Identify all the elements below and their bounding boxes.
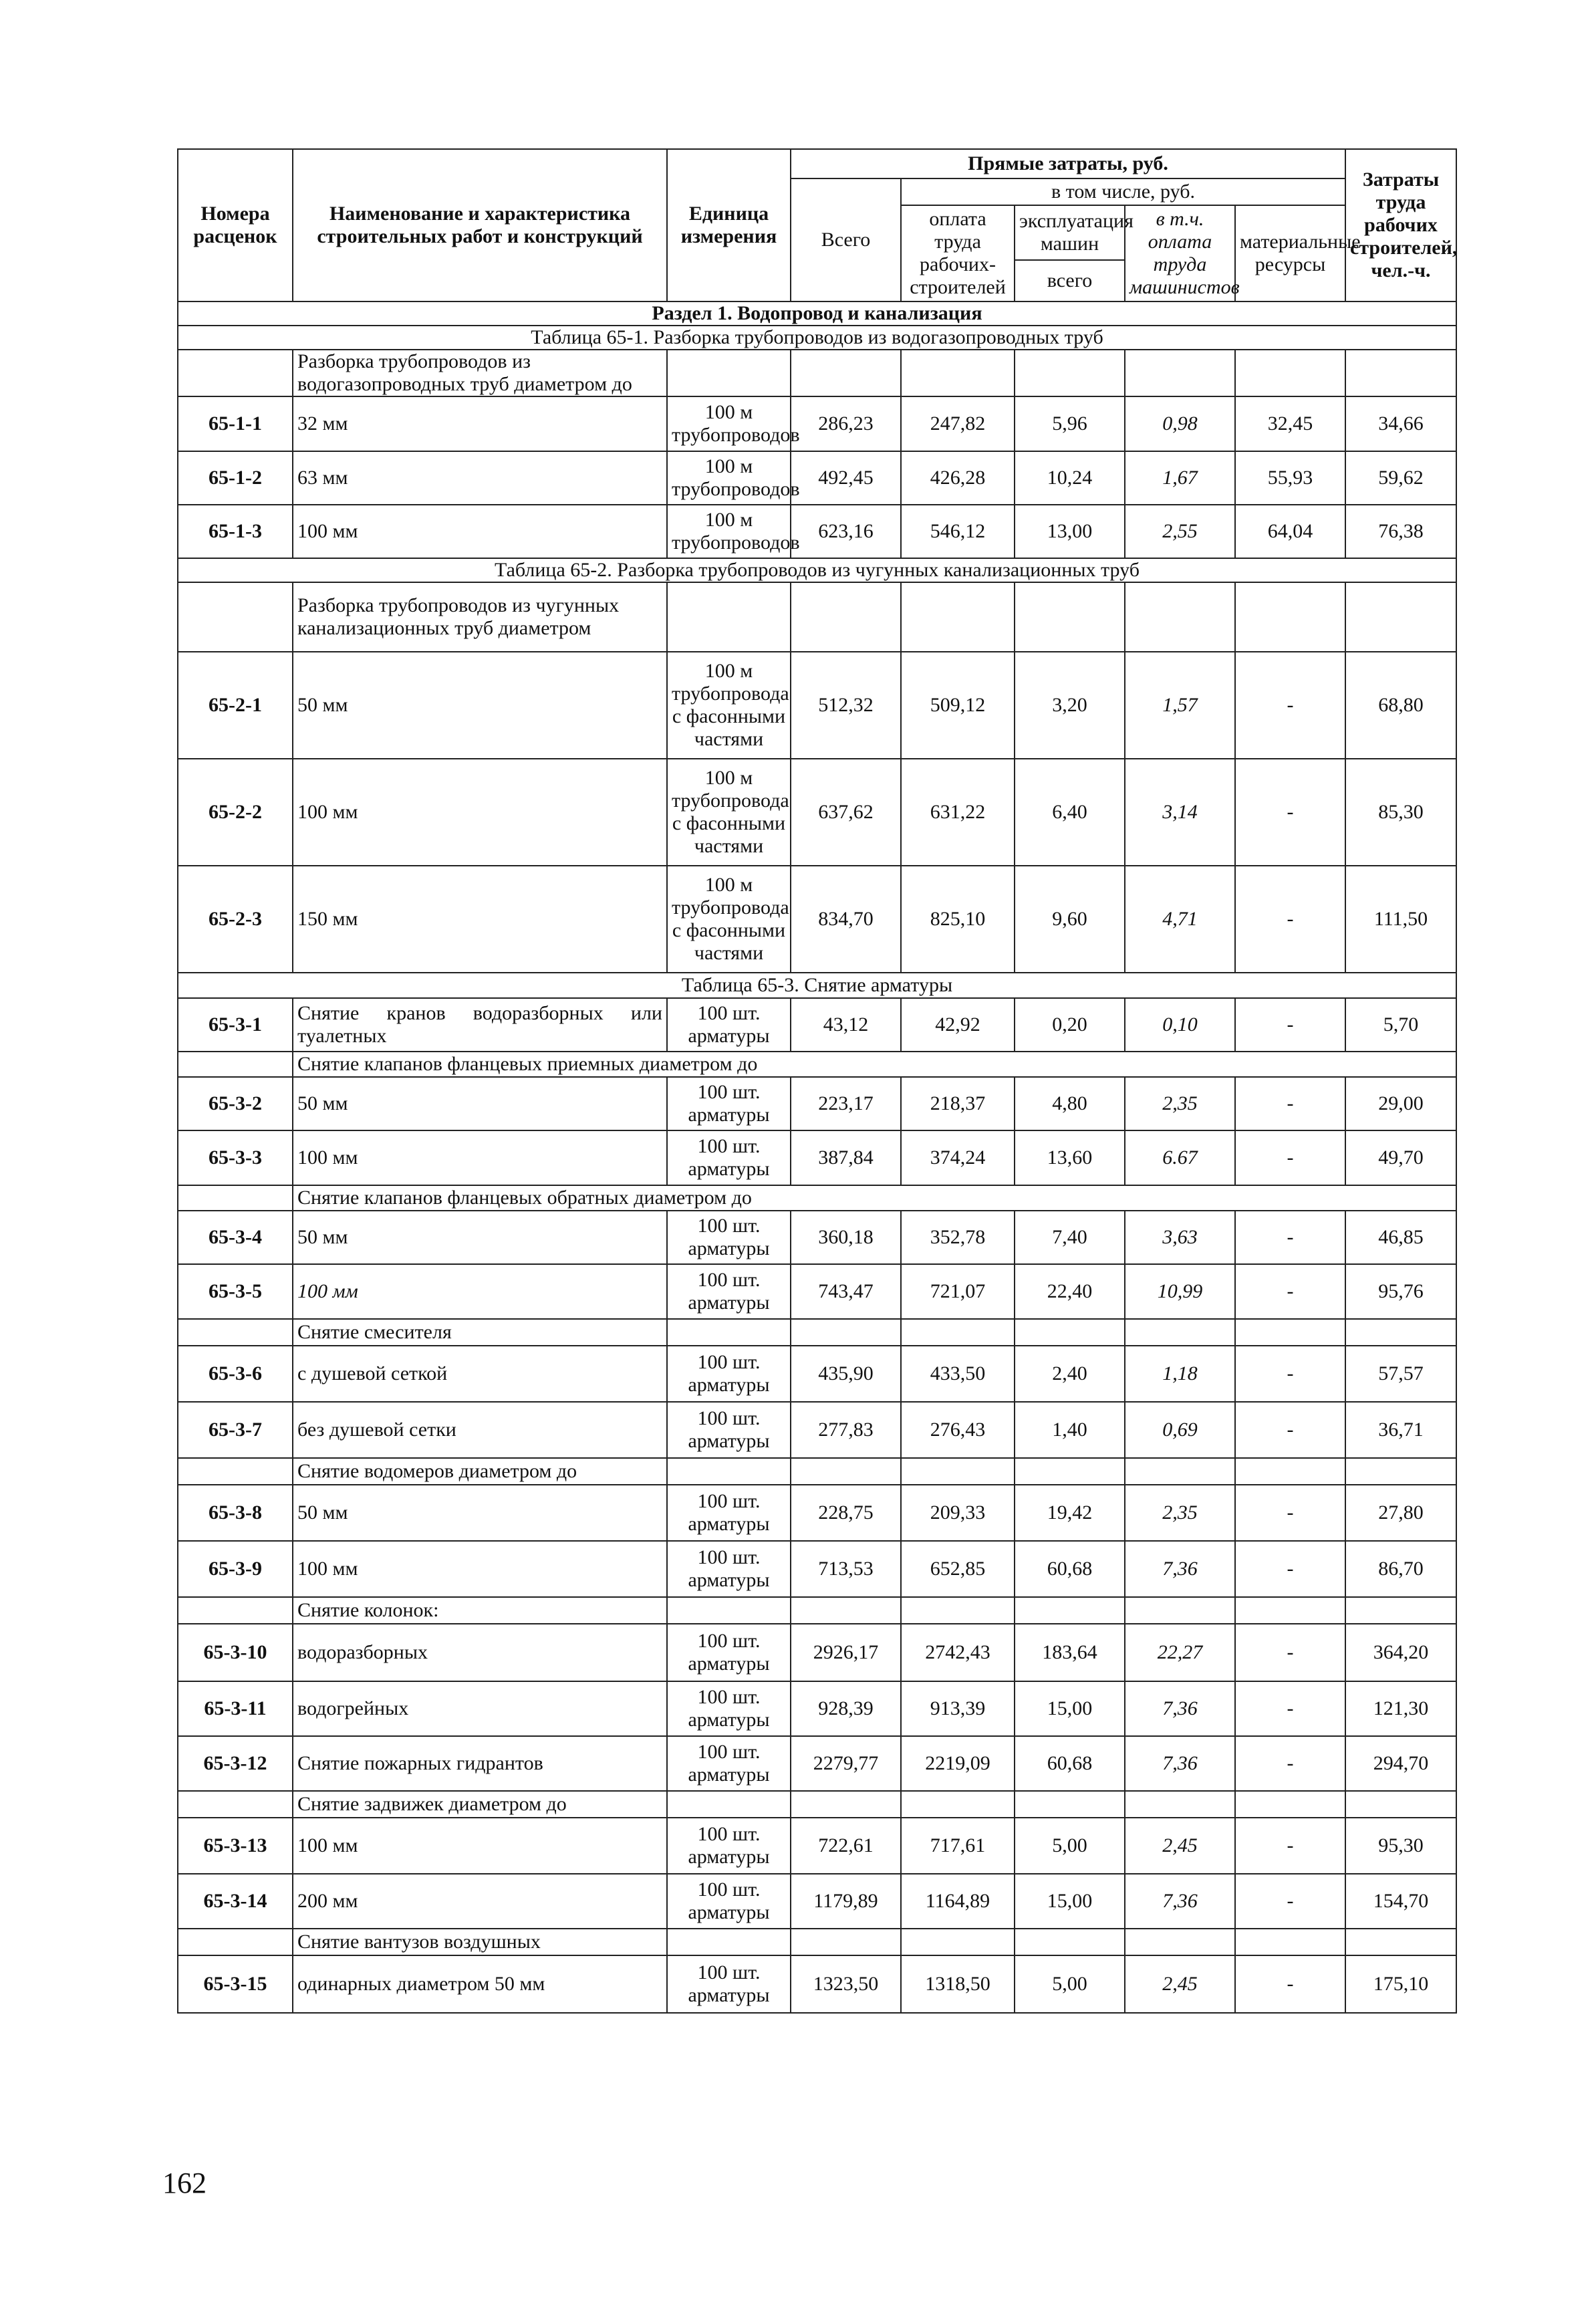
row-machines: 3,20 [1015,652,1125,759]
group-label: Снятие колонок: [293,1597,667,1624]
row-machines: 15,00 [1015,1681,1125,1736]
row-labor: 121,30 [1345,1681,1456,1736]
direct-costs-header: Прямые затраты, руб. [791,149,1345,178]
row-code: 65-3-6 [178,1346,293,1402]
table-row [178,652,1456,759]
col-total-header: Всего [791,178,901,301]
row-labor: 68,80 [1345,652,1456,759]
row-total: 228,75 [791,1485,901,1541]
row-total: 623,16 [791,505,901,558]
row-unit: 100 шт. арматуры [667,998,791,1052]
row-operator: 2,35 [1125,1077,1235,1130]
row-operator: 3,14 [1125,759,1235,866]
group-label: Снятие клапанов фланцевых обратных диаметром до [293,1185,1456,1211]
row-operator: 0,69 [1125,1402,1235,1458]
row-total: 492,45 [791,451,901,505]
group-row [178,1458,1456,1485]
row-machines: 1,40 [1015,1402,1125,1458]
row-code: 65-1-2 [178,451,293,505]
row-wages: 717,61 [901,1818,1015,1874]
row-wages: 652,85 [901,1541,1015,1597]
row-labor: 46,85 [1345,1211,1456,1264]
row-machines: 19,42 [1015,1485,1125,1541]
row-total: 928,39 [791,1681,901,1736]
col-unit-header: Единица измерения [667,149,791,301]
row-machines: 7,40 [1015,1211,1125,1264]
row-materials: - [1235,1346,1345,1402]
header-row-1 [178,149,1456,178]
row-materials: - [1235,1077,1345,1130]
table-row [178,1402,1456,1458]
row-code: 65-1-1 [178,396,293,451]
row-total: 43,12 [791,998,901,1052]
section-title: Раздел 1. Водопровод и канализация [178,301,1456,326]
group-row [178,1929,1456,1955]
row-unit: 100 шт. арматуры [667,1130,791,1185]
row-name: 100 мм [293,1541,667,1597]
row-operator: 2,35 [1125,1485,1235,1541]
row-operator: 2,45 [1125,1955,1235,2013]
row-machines: 5,96 [1015,396,1125,451]
row-code: 65-2-1 [178,652,293,759]
row-wages: 209,33 [901,1485,1015,1541]
row-code: 65-3-15 [178,1955,293,2013]
row-operator: 22,27 [1125,1624,1235,1681]
row-labor: 27,80 [1345,1485,1456,1541]
row-name: 200 мм [293,1874,667,1929]
row-labor: 57,57 [1345,1346,1456,1402]
row-materials: - [1235,866,1345,973]
row-materials: - [1235,1264,1345,1319]
group-row [178,1597,1456,1624]
row-labor: 49,70 [1345,1130,1456,1185]
row-labor: 175,10 [1345,1955,1456,2013]
row-wages: 276,43 [901,1402,1015,1458]
row-name: с душевой сеткой [293,1346,667,1402]
row-unit: 100 шт. арматуры [667,1346,791,1402]
row-unit: 100 м трубопроводов [667,505,791,558]
row-name: 63 мм [293,451,667,505]
row-total: 722,61 [791,1818,901,1874]
row-name: 150 мм [293,866,667,973]
row-wages: 1164,89 [901,1874,1015,1929]
row-machines: 10,24 [1015,451,1125,505]
price-table [177,148,1457,2014]
row-operator: 2,45 [1125,1818,1235,1874]
col-labor-header: Затраты труда рабочих строителей, чел.-ч. [1345,149,1456,301]
group-row [178,582,1456,652]
row-code: 65-3-13 [178,1818,293,1874]
row-materials: - [1235,1402,1345,1458]
row-labor: 111,50 [1345,866,1456,973]
row-unit: 100 м трубопровода с фасонными частями [667,652,791,759]
table-row [178,451,1456,505]
table-row [178,1541,1456,1597]
row-materials: - [1235,1624,1345,1681]
table-row [178,1874,1456,1929]
row-code: 65-1-3 [178,505,293,558]
row-code: 65-3-9 [178,1541,293,1597]
row-labor: 85,30 [1345,759,1456,866]
row-code: 65-3-2 [178,1077,293,1130]
row-wages: 374,24 [901,1130,1015,1185]
row-name: 50 мм [293,1077,667,1130]
group-label: Снятие вантузов воздушных [293,1929,667,1955]
row-unit: 100 шт. арматуры [667,1541,791,1597]
group-row [178,1052,1456,1077]
col-operator-wages-header: в т.ч. оплата труда машинистов [1125,205,1235,301]
row-total: 834,70 [791,866,901,973]
row-materials: - [1235,998,1345,1052]
table-65-1-title: Таблица 65-1. Разборка трубопроводов из водогазопроводных труб [178,326,1456,350]
row-total: 743,47 [791,1264,901,1319]
row-unit: 100 шт. арматуры [667,1818,791,1874]
row-code: 65-3-12 [178,1736,293,1791]
row-total: 2279,77 [791,1736,901,1791]
row-name: 100 мм [293,1130,667,1185]
row-operator: 1,67 [1125,451,1235,505]
row-machines: 22,40 [1015,1264,1125,1319]
row-unit: 100 шт. арматуры [667,1264,791,1319]
row-materials: 32,45 [1235,396,1345,451]
row-operator: 7,36 [1125,1736,1235,1791]
col-machines-header: эксплуатация машин [1015,205,1125,260]
row-code: 65-3-1 [178,998,293,1052]
row-name: 50 мм [293,1485,667,1541]
row-materials: - [1235,1681,1345,1736]
group-row [178,1185,1456,1211]
group-label: Снятие задвижек диаметром до [293,1791,667,1818]
row-wages: 426,28 [901,451,1015,505]
group-label: Разборка трубопроводов из чугунных канализационных труб диаметром [293,582,667,652]
row-machines: 6,40 [1015,759,1125,866]
row-operator: 1,18 [1125,1346,1235,1402]
row-machines: 5,00 [1015,1955,1125,2013]
row-operator: 7,36 [1125,1681,1235,1736]
table-title-row [178,973,1456,998]
row-materials: 64,04 [1235,505,1345,558]
row-code: 65-3-8 [178,1485,293,1541]
row-materials: - [1235,1211,1345,1264]
row-wages: 2742,43 [901,1624,1015,1681]
row-wages: 913,39 [901,1681,1015,1736]
row-name: Снятие пожарных гидрантов [293,1736,667,1791]
row-operator: 0,98 [1125,396,1235,451]
row-code: 65-3-4 [178,1211,293,1264]
row-total: 637,62 [791,759,901,866]
table-title-row [178,326,1456,350]
row-labor: 294,70 [1345,1736,1456,1791]
group-label: Снятие водомеров диаметром до [293,1458,667,1485]
row-code: 65-3-11 [178,1681,293,1736]
row-unit: 100 м трубопровода с фасонными частями [667,866,791,973]
table-row [178,1485,1456,1541]
group-row [178,1791,1456,1818]
row-code: 65-2-3 [178,866,293,973]
row-code: 65-3-7 [178,1402,293,1458]
row-wages: 825,10 [901,866,1015,973]
row-unit: 100 шт. арматуры [667,1624,791,1681]
row-name: 50 мм [293,1211,667,1264]
page-number: 162 [162,2167,207,2199]
row-machines: 0,20 [1015,998,1125,1052]
table-65-2-title: Таблица 65-2. Разборка трубопроводов из чугунных канализационных труб [178,558,1456,582]
row-materials: 55,93 [1235,451,1345,505]
row-operator: 3,63 [1125,1211,1235,1264]
row-name: 100 мм [293,505,667,558]
row-machines: 13,00 [1015,505,1125,558]
table-row [178,1736,1456,1791]
row-total: 1323,50 [791,1955,901,2013]
row-operator: 2,55 [1125,505,1235,558]
row-machines: 4,80 [1015,1077,1125,1130]
row-name: одинарных диаметром 50 мм [293,1955,667,2013]
row-machines: 183,64 [1015,1624,1125,1681]
row-materials: - [1235,1736,1345,1791]
row-name: 100 мм [293,759,667,866]
row-unit: 100 шт. арматуры [667,1485,791,1541]
row-total: 286,23 [791,396,901,451]
row-unit: 100 м трубопроводов [667,396,791,451]
row-total: 223,17 [791,1077,901,1130]
row-total: 713,53 [791,1541,901,1597]
row-name: Снятие кранов водоразборных или туалетных [293,998,667,1052]
row-unit: 100 шт. арматуры [667,1077,791,1130]
group-label: Разборка трубопроводов из водогазопроводных труб диаметром до [293,350,667,396]
row-total: 1179,89 [791,1874,901,1929]
table-row [178,998,1456,1052]
row-wages: 1318,50 [901,1955,1015,2013]
row-total: 2926,17 [791,1624,901,1681]
row-wages: 721,07 [901,1264,1015,1319]
row-machines: 2,40 [1015,1346,1125,1402]
table-65-3-title: Таблица 65-3. Снятие арматуры [178,973,1456,998]
col-machines-total-header: всего [1015,260,1125,301]
row-wages: 509,12 [901,652,1015,759]
col-codes-header: Номера расценок [178,149,293,301]
row-wages: 631,22 [901,759,1015,866]
col-materials-header: материальные ресурсы [1235,205,1345,301]
row-operator: 7,36 [1125,1541,1235,1597]
row-unit: 100 шт. арматуры [667,1211,791,1264]
row-code: 65-2-2 [178,759,293,866]
including-header: в том числе, руб. [901,178,1345,205]
row-code: 65-3-5 [178,1264,293,1319]
row-labor: 36,71 [1345,1402,1456,1458]
row-materials: - [1235,1541,1345,1597]
row-materials: - [1235,1874,1345,1929]
row-total: 435,90 [791,1346,901,1402]
table-row [178,1264,1456,1319]
table-title-row [178,558,1456,582]
table-row [178,396,1456,451]
row-materials: - [1235,1955,1345,2013]
group-label: Снятие смесителя [293,1319,667,1346]
row-machines: 13,60 [1015,1130,1125,1185]
row-materials: - [1235,1818,1345,1874]
row-machines: 9,60 [1015,866,1125,973]
row-labor: 34,66 [1345,396,1456,451]
group-row [178,1319,1456,1346]
row-total: 387,84 [791,1130,901,1185]
row-labor: 154,70 [1345,1874,1456,1929]
table-row [178,1130,1456,1185]
row-total: 512,32 [791,652,901,759]
row-code: 65-3-10 [178,1624,293,1681]
row-machines: 5,00 [1015,1818,1125,1874]
row-total: 277,83 [791,1402,901,1458]
row-name: 32 мм [293,396,667,451]
row-wages: 546,12 [901,505,1015,558]
row-operator: 6.67 [1125,1130,1235,1185]
row-name: без душевой сетки [293,1402,667,1458]
row-machines: 60,68 [1015,1541,1125,1597]
row-labor: 59,62 [1345,451,1456,505]
row-wages: 352,78 [901,1211,1015,1264]
row-wages: 218,37 [901,1077,1015,1130]
row-unit: 100 м трубопроводов [667,451,791,505]
group-label: Снятие клапанов фланцевых приемных диаметром до [293,1052,1456,1077]
row-wages: 433,50 [901,1346,1015,1402]
row-materials: - [1235,1485,1345,1541]
row-labor: 29,00 [1345,1077,1456,1130]
table-row [178,1681,1456,1736]
row-name: 50 мм [293,652,667,759]
row-operator: 4,71 [1125,866,1235,973]
row-unit: 100 шт. арматуры [667,1955,791,2013]
row-unit: 100 шт. арматуры [667,1681,791,1736]
row-unit: 100 м трубопровода с фасонными частями [667,759,791,866]
row-labor: 86,70 [1345,1541,1456,1597]
col-wages-header: оплата труда рабочих-строителей [901,205,1015,301]
row-name: 100 мм [293,1818,667,1874]
row-unit: 100 шт. арматуры [667,1402,791,1458]
table-row [178,1077,1456,1130]
table-row [178,1818,1456,1874]
row-wages: 2219,09 [901,1736,1015,1791]
row-unit: 100 шт. арматуры [667,1736,791,1791]
row-operator: 7,36 [1125,1874,1235,1929]
row-code: 65-3-14 [178,1874,293,1929]
table-row [178,1624,1456,1681]
row-name: 100 мм [293,1264,667,1319]
table-row [178,759,1456,866]
row-unit: 100 шт. арматуры [667,1874,791,1929]
row-wages: 247,82 [901,396,1015,451]
row-name: водогрейных [293,1681,667,1736]
table-row [178,1955,1456,2013]
row-labor: 95,30 [1345,1818,1456,1874]
row-labor: 95,76 [1345,1264,1456,1319]
row-machines: 60,68 [1015,1736,1125,1791]
row-machines: 15,00 [1015,1874,1125,1929]
row-labor: 5,70 [1345,998,1456,1052]
row-wages: 42,92 [901,998,1015,1052]
row-name: водоразборных [293,1624,667,1681]
row-labor: 364,20 [1345,1624,1456,1681]
group-row [178,350,1456,396]
col-name-header: Наименование и характеристика строительных работ и конструкций [293,149,667,301]
row-operator: 0,10 [1125,998,1235,1052]
row-materials: - [1235,759,1345,866]
row-operator: 10,99 [1125,1264,1235,1319]
row-materials: - [1235,652,1345,759]
table-row [178,1211,1456,1264]
table-row [178,505,1456,558]
row-operator: 1,57 [1125,652,1235,759]
row-total: 360,18 [791,1211,901,1264]
row-code: 65-3-3 [178,1130,293,1185]
table-row [178,866,1456,973]
row-materials: - [1235,1130,1345,1185]
row-labor: 76,38 [1345,505,1456,558]
section-row [178,301,1456,326]
table-row [178,1346,1456,1402]
